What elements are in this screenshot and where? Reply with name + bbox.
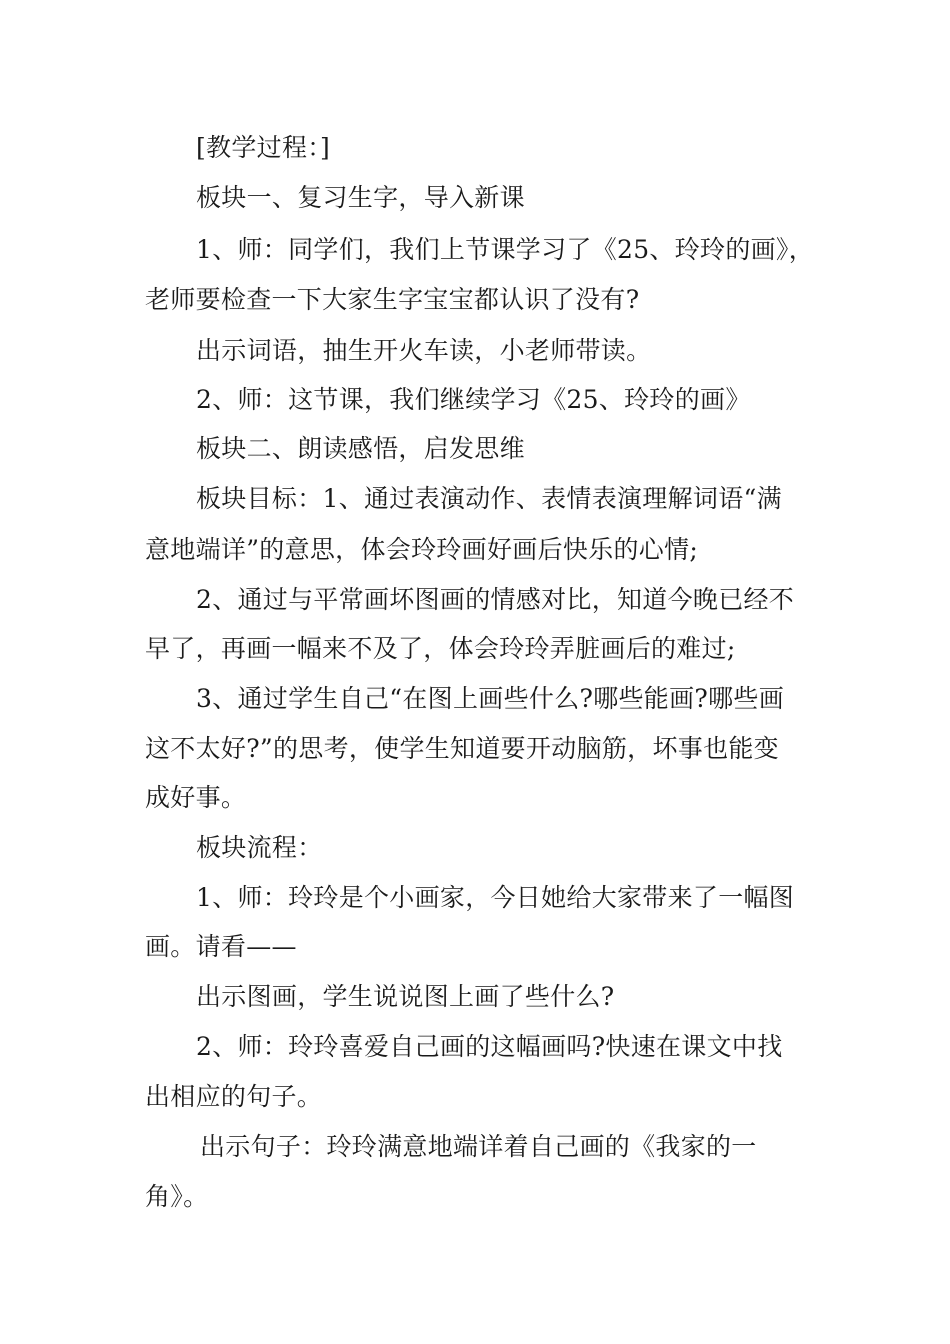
block-one-heading: 板块一、复习生字，导入新课 [196,183,525,212]
block-two-heading: 板块二、朗读感悟，启发思维 [196,434,525,463]
paragraph-line: 1、师：同学们，我们上节课学习了《25、玲玲的画》， [196,235,815,264]
paragraph-line: 角》。 [145,1182,209,1211]
paragraph-line: 3、通过学生自己“在图上画些什么?哪些能画?哪些画 [196,684,784,713]
paragraph-line: 2、师：这节课，我们继续学习《25、玲玲的画》 [196,385,751,414]
block-flow-heading: 板块流程： [196,833,323,862]
paragraph-line: 成好事。 [145,783,247,812]
paragraph-line: 1、师：玲玲是个小画家，今日她给大家带来了一幅图 [196,883,795,912]
paragraph-line: 意地端详”的意思，体会玲玲画好画后快乐的心情; [145,535,699,564]
paragraph-line: 2、师：玲玲喜爱自己画的这幅画吗?快速在课文中找 [196,1032,783,1061]
paragraph-line: 画。请看—— [145,932,297,961]
paragraph-line: 早了，再画一幅来不及了，体会玲玲弄脏画后的难过; [145,634,736,663]
paragraph-line: 老师要检查一下大家生字宝宝都认识了没有? [145,285,640,314]
paragraph-line: 板块目标：1、通过表演动作、表情表演理解词语“满 [196,484,782,513]
paragraph-line: 出相应的句子。 [145,1082,323,1111]
paragraph-line: 出示词语，抽生开火车读，小老师带读。 [196,336,652,365]
paragraph-line: 出示图画，学生说说图上画了些什么? [196,982,615,1011]
paragraph-line: 这不太好?”的思考，使学生知道要开动脑筋，坏事也能变 [145,734,779,763]
section-heading-teaching-process: [教学过程：] [196,133,331,162]
paragraph-line: 2、通过与平常画坏图画的情感对比，知道今晚已经不 [196,585,795,614]
paragraph-line: 出示句子：玲玲满意地端详着自己画的《我家的一 [200,1132,757,1161]
